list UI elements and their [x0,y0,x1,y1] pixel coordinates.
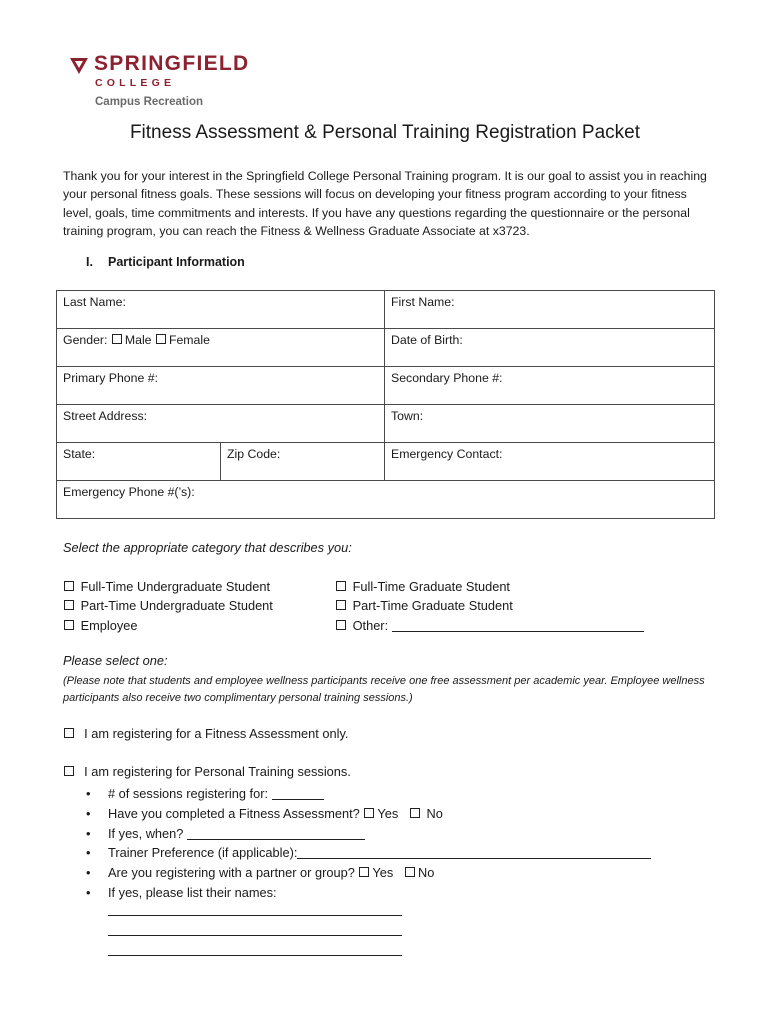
partner-name-line[interactable] [108,955,402,956]
secondary-phone-label: Secondary Phone #: [391,371,503,385]
table-row [57,367,715,405]
category-label: Employee [80,617,138,633]
category-option [335,616,644,635]
logo-name: SPRINGFIELD [94,52,250,75]
last-name-label: Last Name: [63,295,126,309]
category-label: Full-Time Graduate Student [352,579,510,594]
category-checkbox[interactable] [336,581,346,591]
female-label: Female [168,333,210,347]
zip-field[interactable] [221,443,385,481]
gender-field [57,329,385,367]
primary-phone-label: Primary Phone #: [63,371,159,385]
category-option [63,616,273,635]
partner-no-checkbox[interactable] [405,867,415,877]
last-name-field[interactable] [57,291,385,329]
partner-name-line[interactable] [108,935,402,936]
sessions-label: # of sessions registering for: [108,786,269,801]
male-checkbox[interactable] [112,334,122,344]
completed-no-checkbox[interactable] [410,808,420,818]
table-row [57,443,715,481]
logo-college: COLLEGE [95,77,176,89]
partner-label: Are you registering with a partner or group? [108,865,355,881]
table-row [57,405,715,443]
section-number: I. [86,255,93,269]
state-field[interactable] [57,443,221,481]
street-address-label: Street Address: [63,409,148,423]
when-label: If yes, when? [108,825,184,841]
trainer-preference-label: Trainer Preference (if applicable): [108,845,298,861]
category-checkbox[interactable] [336,600,346,610]
partner-no-label: No [417,865,435,881]
dob-label: Date of Birth: [391,333,463,347]
list-item [86,883,651,903]
gender-label: Gender: [63,333,108,347]
emergency-contact-label: Emergency Contact: [391,447,503,461]
emergency-phone-label: Emergency Phone #(’s): [63,485,195,499]
female-checkbox[interactable] [156,334,166,344]
partner-names-label: If yes, please list their names: [108,884,277,900]
springfield-logo-mark-icon [70,58,88,74]
category-right-column [335,577,644,635]
category-checkbox[interactable] [64,581,74,591]
list-item [86,784,651,804]
personal-training-label: I am registering for Personal Training sessions. [84,764,351,779]
completed-yes-label: Yes [377,805,399,821]
fitness-assessment-checkbox[interactable] [64,728,74,738]
category-label: Part-Time Undergraduate Student [80,598,273,614]
dob-field[interactable] [385,329,715,367]
fitness-assessment-option [63,726,348,741]
category-checkbox[interactable] [64,620,74,630]
category-left-column [63,577,273,635]
zip-label: Zip Code: [227,447,281,461]
trainer-preference-input-line[interactable] [297,858,651,859]
town-label: Town: [391,409,424,423]
partner-yes-label: Yes [372,865,394,881]
personal-training-details [86,784,651,903]
fitness-assessment-label: I am registering for a Fitness Assessment only. [84,726,349,741]
first-name-field[interactable] [385,291,715,329]
table-row [57,329,715,367]
logo-department: Campus Recreation [95,96,204,108]
emergency-contact-field[interactable] [385,443,715,481]
list-item [86,863,651,883]
personal-training-option [63,764,351,779]
street-address-field[interactable] [57,405,385,443]
intro-paragraph: Thank you for your interest in the Springfield College Personal Training program. It is our goal to assist you in reaching your personal fitness goals. These sessions will focus on developing your fitness program according to your fitness level, goals, time commitments and interests. If you have any questions regarding the questionnaire or the personal training program, you can reach the Fitness & Wellness Graduate Associate at x3723. [63,169,707,238]
town-field[interactable] [385,405,715,443]
sessions-input-line[interactable] [272,799,324,800]
state-label: State: [63,447,96,461]
category-label: Part-Time Graduate Student [352,598,513,614]
male-label: Male [124,333,152,347]
primary-phone-field[interactable] [57,367,385,405]
partner-yes-checkbox[interactable] [359,867,369,877]
table-row [57,481,715,519]
category-option [63,577,273,596]
personal-training-checkbox[interactable] [64,766,74,776]
category-option [335,596,644,615]
other-label: Other: [352,617,389,633]
page-title: Fitness Assessment & Personal Training Registration Packet [129,122,641,143]
participant-info-table [56,290,715,519]
other-input-line[interactable] [392,631,644,632]
when-input-line[interactable] [187,839,365,840]
completed-assessment-label: Have you completed a Fitness Assessment? [108,805,360,821]
partner-name-line[interactable] [108,915,402,916]
select-one-heading: Please select one: [63,653,168,668]
completed-yes-checkbox[interactable] [364,808,374,818]
first-name-label: First Name: [391,295,455,309]
completed-no-label: No [426,805,443,821]
secondary-phone-field[interactable] [385,367,715,405]
category-label: Full-Time Undergraduate Student [80,579,271,594]
list-item [86,824,651,844]
category-option [335,577,644,596]
table-row [57,291,715,329]
emergency-phone-field[interactable] [57,481,715,519]
category-checkbox[interactable] [64,600,74,610]
category-question: Select the appropriate category that describes you: [63,540,352,555]
category-option [63,596,273,615]
list-item [86,804,651,824]
list-item [86,843,651,863]
section-heading [86,255,245,269]
select-one-note: (Please note that students and employee wellness participants receive one free assessment per academic year. Employee wellness participants also receive two complimentary personal training sessions.) [63,675,705,704]
section-title: Participant Information [108,255,245,269]
other-checkbox[interactable] [336,620,346,630]
